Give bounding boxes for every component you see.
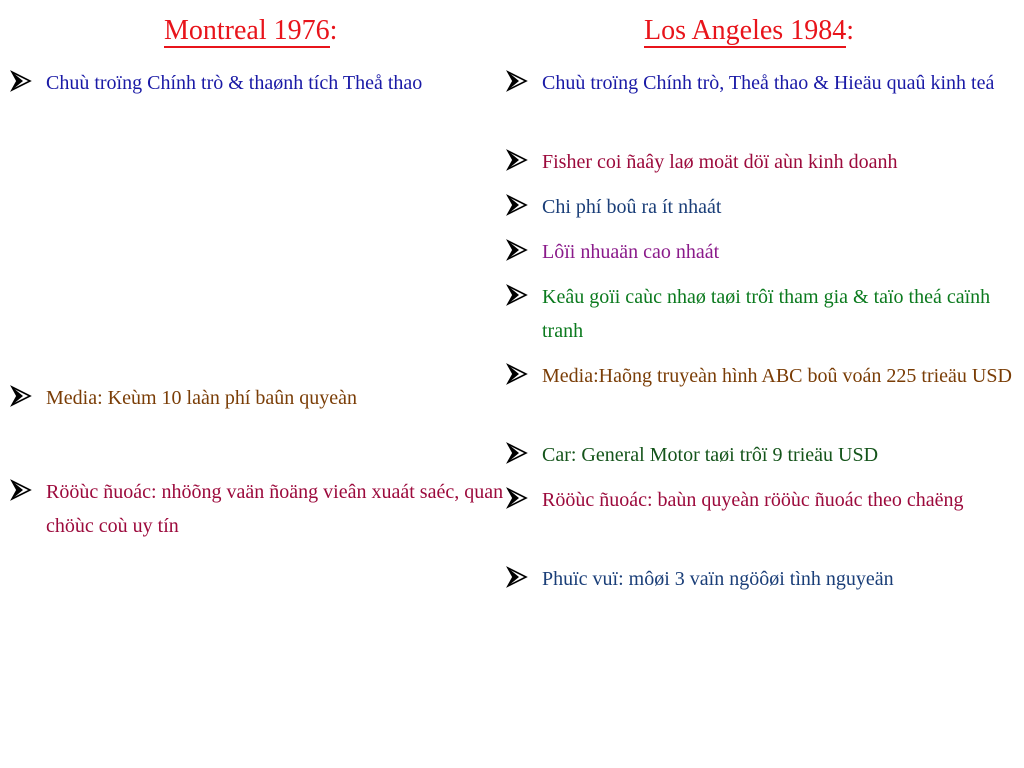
right-bullet-5-text: Keâu goïi caùc nhaø taøi trôï tham gia & taïo theá caïnh tranh	[542, 286, 991, 342]
right-bullet-6	[506, 359, 1016, 393]
left-bullet-3-text: Rööùc ñuoác: nhöõng vaän ñoäng vieân xuaát saéc, quan chöùc coù uy tín	[46, 481, 504, 537]
right-bullet-2	[506, 145, 1016, 179]
right-bullet-9	[506, 562, 1016, 596]
right-column-title	[644, 12, 854, 50]
right-bullet-8-text: Rööùc ñuoác: baùn quyeàn rööùc ñuoác theo chaëng	[542, 489, 964, 511]
right-bullet-5	[506, 280, 1016, 348]
right-title-colon: :	[846, 15, 854, 46]
left-title-colon: :	[329, 15, 338, 46]
right-title-text: Los Angeles 1984	[644, 15, 847, 46]
right-bullet-4-text: Lôïi nhuaän cao nhaát	[542, 241, 720, 263]
arrow-bullet-icon	[506, 363, 532, 387]
right-bullet-7-text: Car: General Motor taøi trôï 9 trieäu USD	[542, 444, 879, 466]
right-bullet-6-text: Media:Haõng truyeàn hình ABC boû voán 225 trieäu USD	[542, 365, 1012, 387]
arrow-bullet-icon	[506, 566, 532, 590]
left-bullet-2	[10, 381, 510, 415]
right-bullet-3-text: Chi phí boû ra ít nhaát	[542, 196, 722, 218]
right-bullet-3	[506, 190, 1016, 224]
arrow-bullet-icon	[10, 479, 36, 503]
right-bullet-1	[506, 66, 1016, 100]
arrow-bullet-icon	[506, 149, 532, 173]
left-bullet-1-text: Chuù troïng Chính trò & thaønh tích Theå thao	[46, 72, 423, 94]
right-bullet-2-text: Fisher coi ñaây laø moät döï aùn kinh doanh	[542, 151, 898, 173]
right-bullet-8	[506, 483, 1016, 517]
right-bullet-7	[506, 438, 1016, 472]
arrow-bullet-icon	[10, 70, 36, 94]
left-bullet-2-text: Media: Keùm 10 laàn phí baûn quyeàn	[46, 387, 358, 409]
arrow-bullet-icon	[506, 239, 532, 263]
left-bullet-1	[10, 66, 510, 100]
left-title-text: Montreal 1976	[164, 15, 330, 46]
left-column-title	[164, 12, 337, 50]
right-bullet-9-text: Phuïc vuï: môøi 3 vaïn ngöôøi tình nguyeän	[542, 568, 894, 590]
arrow-bullet-icon	[506, 194, 532, 218]
arrow-bullet-icon	[10, 385, 36, 409]
left-bullet-3	[10, 475, 510, 543]
arrow-bullet-icon	[506, 284, 532, 308]
arrow-bullet-icon	[506, 70, 532, 94]
right-bullet-4	[506, 235, 1016, 269]
arrow-bullet-icon	[506, 487, 532, 511]
arrow-bullet-icon	[506, 442, 532, 466]
right-bullet-1-text: Chuù troïng Chính trò, Theå thao & Hieäu quaû kinh teá	[542, 72, 995, 94]
